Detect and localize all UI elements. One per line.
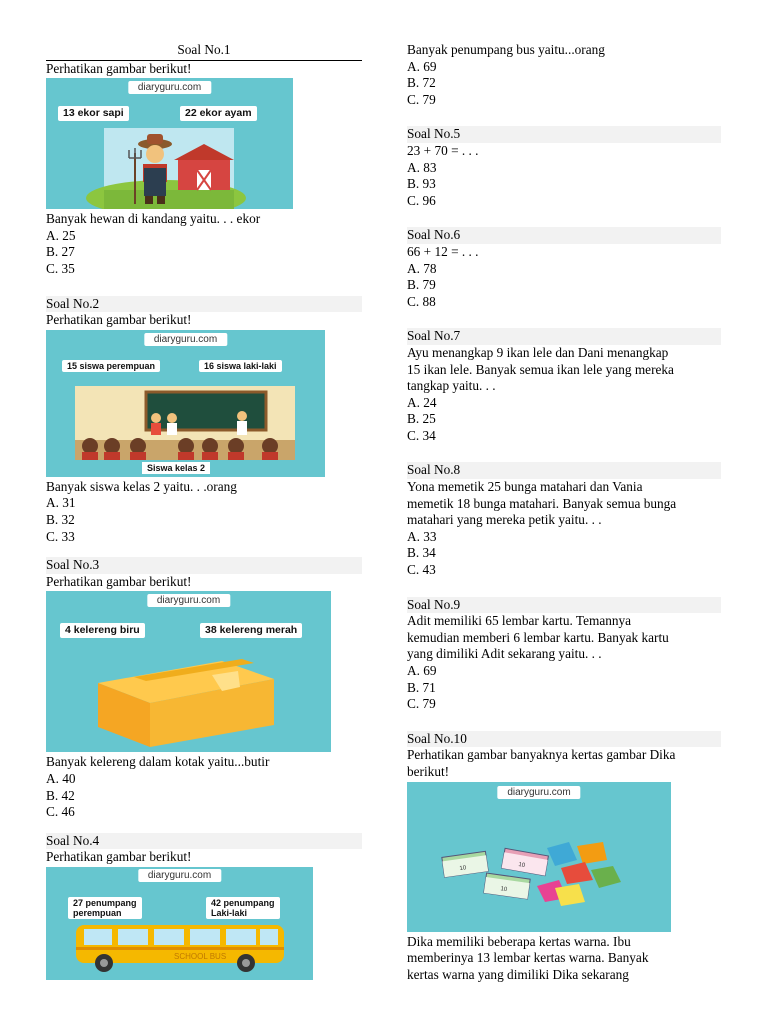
watermark: diaryguru.com [147, 594, 230, 607]
option-c: C. 46 [46, 804, 75, 820]
red-marble-label: 38 kelereng merah [200, 623, 302, 638]
question-line: Yona memetik 25 bunga matahari dan Vania [407, 479, 643, 495]
option-c: C. 79 [407, 91, 436, 107]
right-column [407, 42, 721, 983]
option-c: C. 34 [407, 427, 436, 443]
question-intro: Perhatikan gambar berikut! [46, 312, 192, 328]
question-text: Banyak hewan di kandang yaitu. . . ekor [46, 211, 261, 227]
card-label: 10 [459, 864, 467, 872]
bus-illustration [46, 867, 313, 980]
question-text: 23 + 70 = . . . [407, 142, 479, 158]
card-label: 10 [500, 885, 508, 893]
question-intro: Perhatikan gambar berikut! [46, 573, 192, 589]
question-title: Soal No.5 [407, 126, 721, 143]
bus-text: SCHOOL BUS [174, 951, 227, 961]
question-title: Soal No.1 [46, 42, 362, 61]
option-c: C. 88 [407, 293, 436, 309]
question-title: Soal No.4 [46, 833, 362, 850]
question-3 [46, 557, 362, 821]
option-b: B. 34 [407, 545, 436, 561]
question-line: Ayu menangkap 9 ikan lele dan Dani menangkap [407, 344, 669, 360]
option-c: C. 33 [46, 528, 75, 544]
question-6 [407, 227, 721, 310]
bus-image [46, 867, 313, 980]
question-5 [407, 126, 721, 209]
girl-count-label: 15 siswa perempuan [62, 360, 160, 372]
question-title: Soal No.2 [46, 296, 362, 313]
classroom-illustration [46, 330, 325, 477]
question-line: memberinya 13 lembar kertas warna. Banyak [407, 950, 649, 966]
blue-marble-label: 4 kelereng biru [60, 623, 145, 638]
box-illustration [46, 591, 331, 752]
option-b: B. 25 [407, 411, 436, 427]
question-title: Soal No.10 [407, 731, 721, 748]
question-intro: Perhatikan gambar berikut! [46, 849, 192, 865]
question-line: Adit memiliki 65 lembar kartu. Temannya [407, 613, 632, 629]
option-c: C. 79 [407, 696, 436, 712]
option-a: A. 24 [407, 394, 437, 410]
option-c: C. 35 [46, 260, 75, 276]
card-label: 10 [517, 861, 526, 869]
question-intro: Perhatikan gambar berikut! [46, 60, 192, 76]
paper-illustration [407, 782, 671, 932]
question-4-continued [407, 42, 721, 108]
question-9 [407, 597, 721, 713]
class-caption: Siswa kelas 2 [142, 462, 210, 474]
female-passenger-label: 27 penumpang perempuan [68, 897, 142, 919]
question-line: Dika memiliki beberapa kertas warna. Ibu [407, 933, 631, 949]
option-a: A. 69 [407, 58, 437, 74]
option-b: B. 42 [46, 787, 75, 803]
option-a: A. 69 [407, 663, 437, 678]
question-line: memetik 18 bunga matahari. Banyak semua bunga [407, 495, 677, 511]
boy-count-label: 16 siswa laki-laki [199, 360, 282, 372]
paper-image [407, 782, 671, 932]
watermark: diaryguru.com [138, 869, 221, 882]
left-column [46, 42, 362, 982]
option-b: B. 71 [407, 679, 436, 695]
question-title: Soal No.7 [407, 328, 721, 345]
watermark: diaryguru.com [497, 786, 580, 799]
question-7 [407, 328, 721, 444]
watermark: diaryguru.com [128, 81, 211, 94]
question-text: 66 + 12 = . . . [407, 243, 479, 259]
option-b: B. 79 [407, 277, 436, 293]
chicken-count-label: 22 ekor ayam [180, 106, 257, 121]
question-title: Soal No.3 [46, 557, 362, 574]
question-text: Banyak penumpang bus yaitu...orang [407, 42, 605, 57]
farm-image [46, 78, 293, 209]
question-line: tangkap yaitu. . . [407, 378, 496, 394]
question-8 [407, 462, 721, 578]
option-a: A. 40 [46, 770, 76, 786]
question-line: kertas warna yang dimiliki Dika sekarang [407, 966, 629, 982]
question-text: Banyak kelereng dalam kotak yaitu...butir [46, 754, 270, 770]
question-title: Soal No.8 [407, 462, 721, 479]
question-line: matahari yang mereka petik yaitu. . . [407, 512, 602, 528]
question-intro: berikut! [407, 763, 450, 779]
male-passenger-label: 42 penumpang Laki-laki [206, 897, 280, 919]
question-2 [46, 296, 362, 546]
option-a: A. 33 [407, 528, 437, 544]
question-text: Banyak siswa kelas 2 yaitu. . .orang [46, 478, 237, 494]
question-10 [407, 731, 721, 984]
question-4 [46, 833, 362, 980]
option-a: A. 83 [407, 159, 437, 175]
option-a: A. 25 [46, 227, 76, 243]
option-c: C. 43 [407, 562, 436, 578]
cow-count-label: 13 ekor sapi [58, 106, 129, 121]
option-b: B. 32 [46, 511, 75, 527]
option-b: B. 93 [407, 176, 436, 192]
question-1 [46, 42, 362, 278]
question-title: Soal No.9 [407, 597, 721, 614]
question-title: Soal No.6 [407, 227, 721, 244]
option-b: B. 72 [407, 75, 436, 91]
classroom-image [46, 330, 325, 477]
question-line: yang dimiliki Adit sekarang yaitu. . . [407, 646, 602, 662]
question-line: kemudian memberi 6 lembar kartu. Banyak kartu [407, 629, 669, 645]
question-intro: Perhatikan gambar banyaknya kertas gambar Dika [407, 747, 676, 763]
watermark: diaryguru.com [144, 333, 227, 346]
option-a: A. 31 [46, 495, 76, 511]
option-b: B. 27 [46, 244, 75, 260]
option-a: A. 78 [407, 260, 437, 276]
farm-illustration [46, 78, 293, 209]
question-line: 15 ikan lele. Banyak semua ikan lele yang mereka [407, 361, 674, 377]
option-c: C. 96 [407, 192, 436, 208]
box-image [46, 591, 331, 752]
